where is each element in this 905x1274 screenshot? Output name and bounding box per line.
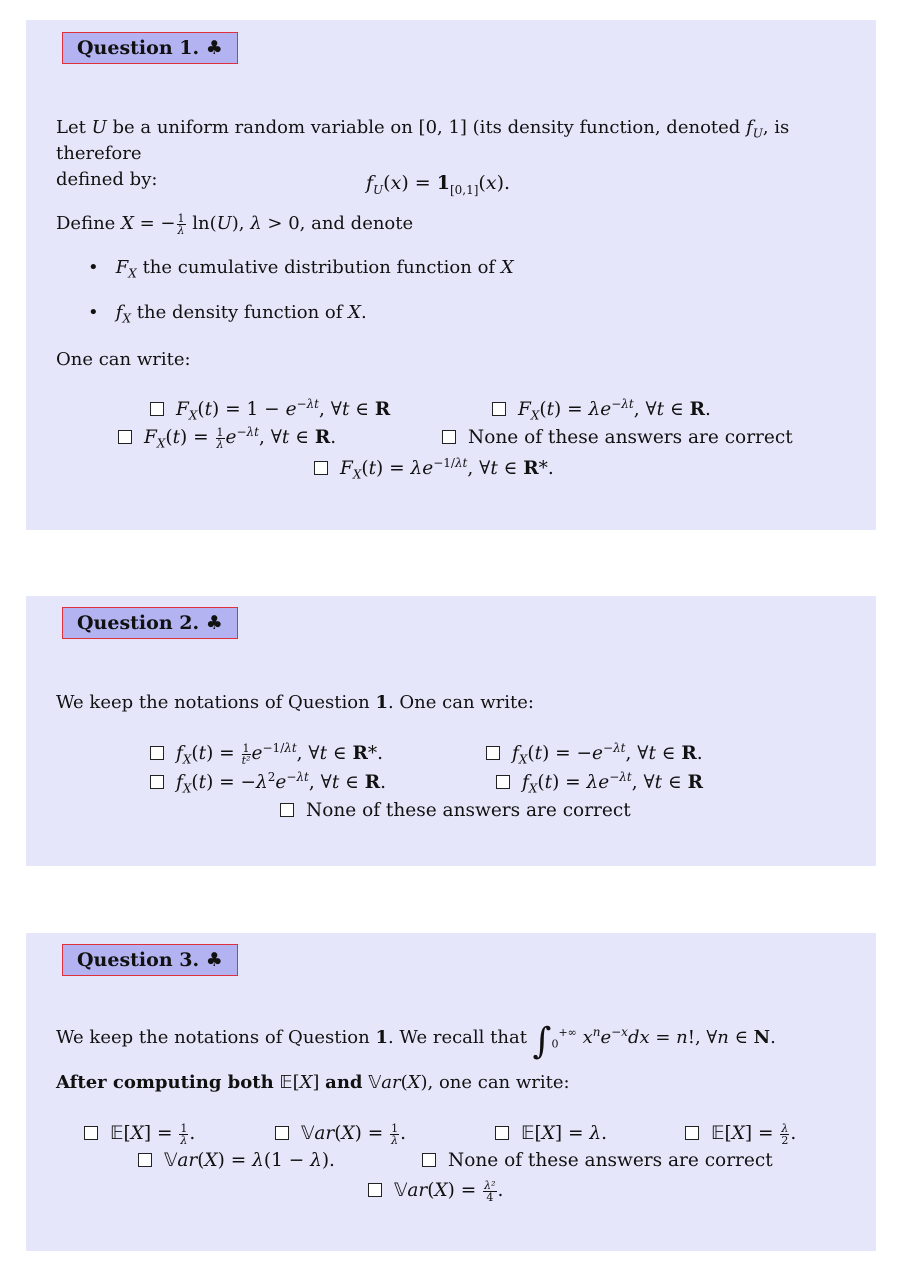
checkbox[interactable] bbox=[368, 1183, 382, 1197]
question-1-panel bbox=[26, 20, 876, 530]
checkbox[interactable] bbox=[442, 430, 456, 444]
checkbox[interactable] bbox=[422, 1153, 436, 1167]
checkbox[interactable] bbox=[275, 1126, 289, 1140]
checkbox[interactable] bbox=[685, 1126, 699, 1140]
q1-answer-none[interactable]: None of these answers are correct bbox=[442, 426, 793, 450]
q3-answer-none[interactable]: None of these answers are correct bbox=[422, 1149, 773, 1173]
checkbox[interactable] bbox=[492, 402, 506, 416]
question-1-intro: Let U be a uniform random variable on [0, 1] (its density function, denoted $f_U$, is therefore defined by: bbox=[56, 117, 790, 190]
q2-answer-2[interactable]: $f_X(t) = -e^{-\lambda t}$, ∀t ∈ R. bbox=[486, 742, 703, 766]
question-3-badge: Question 3. ♣ bbox=[62, 944, 238, 976]
checkbox[interactable] bbox=[138, 1153, 152, 1167]
question-1-define: Define X = − $\frac{1}{\lambda}$ ln(U), λ > 0, and denote bbox=[56, 211, 414, 237]
question-3-line2: After computing both 𝔼[X] and 𝕍ar(X), one can write: bbox=[56, 1072, 570, 1093]
q3-answer-2[interactable]: 𝕍ar(X) = $\frac{1}{\lambda}$ . bbox=[275, 1122, 406, 1146]
q3-answer-1[interactable]: 𝔼[X] = $\frac{1}{\lambda}$ . bbox=[84, 1122, 195, 1146]
q2-answer-none[interactable]: None of these answers are correct bbox=[280, 799, 631, 823]
q2-answer-3[interactable]: $f_X(t) = -\lambda^2e^{-\lambda t}$, ∀t ∈ R. bbox=[150, 771, 386, 795]
question-2-panel bbox=[26, 596, 876, 866]
question-1-lead: One can write: bbox=[56, 349, 191, 370]
checkbox[interactable] bbox=[150, 746, 164, 760]
checkbox[interactable] bbox=[118, 430, 132, 444]
question-1-density-formula: $f_U(x) = 1_{[0,1]}(x)$. bbox=[366, 172, 511, 197]
q3-answer-3[interactable]: 𝔼[X] = λ. bbox=[495, 1122, 607, 1146]
q2-answer-4[interactable]: $f_X(t) = \lambda e^{-\lambda t}$, ∀t ∈ R bbox=[496, 771, 703, 795]
checkbox[interactable] bbox=[495, 1126, 509, 1140]
question-3-lead: We keep the notations of Question 1. We recall that $\int_0^{+\infty}$ $x^ne^{-x}dx = n$!, ∀n ∈ N. bbox=[56, 1021, 776, 1062]
q1-answer-1[interactable]: $F_X(t) = 1 - e^{-\lambda t}$, ∀t ∈ R bbox=[150, 398, 390, 422]
question-1-bullet-1: • $F_X$ the cumulative distribution function of X bbox=[88, 257, 514, 281]
question-1-bullet-2: • $f_X$ the density function of X. bbox=[88, 302, 367, 326]
checkbox[interactable] bbox=[150, 402, 164, 416]
q1-answer-5[interactable]: $F_X(t) = \lambda e^{-1/\lambda t}$, ∀t ∈ R*. bbox=[314, 457, 554, 481]
q2-answer-1[interactable]: $f_X(t)$ = $\frac{1}{\text{t²}}$ $e^{-1/\lambda t}$, ∀t ∈ R*. bbox=[150, 742, 383, 766]
q1-answer-3[interactable]: $F_X(t)$ = $\frac{1}{\lambda}$ $e^{-\lambda t}$, ∀t ∈ R. bbox=[118, 426, 336, 450]
q3-answer-4[interactable]: 𝔼[X] = $\frac{\lambda}{2}$ . bbox=[685, 1122, 796, 1146]
question-3-panel bbox=[26, 933, 876, 1251]
checkbox[interactable] bbox=[84, 1126, 98, 1140]
question-2-lead: We keep the notations of Question 1. One can write: bbox=[56, 692, 534, 713]
checkbox[interactable] bbox=[314, 461, 328, 475]
checkbox[interactable] bbox=[280, 803, 294, 817]
checkbox[interactable] bbox=[486, 746, 500, 760]
question-2-badge: Question 2. ♣ bbox=[62, 607, 238, 639]
checkbox[interactable] bbox=[150, 775, 164, 789]
question-1-badge: Question 1. ♣ bbox=[62, 32, 238, 64]
q3-answer-7[interactable]: 𝕍ar(X) = $\frac{\text{λ²}}{4}$ . bbox=[368, 1179, 503, 1203]
q3-answer-5[interactable]: 𝕍ar(X) = λ(1 − λ). bbox=[138, 1149, 335, 1173]
checkbox[interactable] bbox=[496, 775, 510, 789]
q1-answer-2[interactable]: $F_X(t) = \lambda e^{-\lambda t}$, ∀t ∈ R. bbox=[492, 398, 711, 422]
